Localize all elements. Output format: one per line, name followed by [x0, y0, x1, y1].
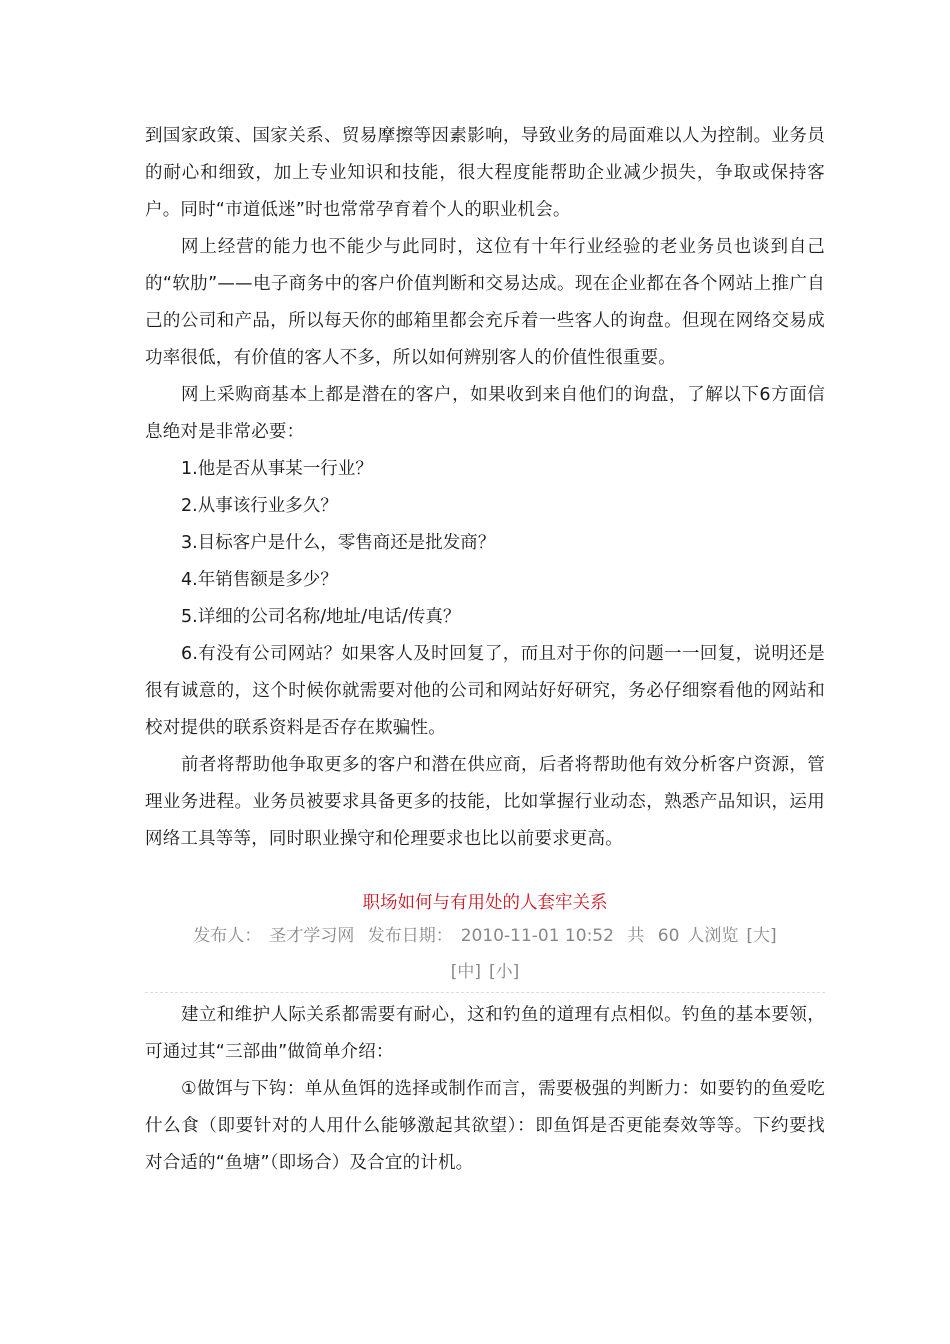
- list-item: 4.年销售额是多少？: [181, 570, 338, 590]
- view-count: 60: [657, 926, 680, 946]
- publish-date: 2010-11-01 10:52: [460, 926, 614, 946]
- list-item: 5.详细的公司名称/地址/电话/传真？: [181, 607, 461, 627]
- body-paragraph: 前者将帮助他争取更多的客户和潜在供应商，后者将帮助他有效分析客户资源，管理业务进程。业务员被要求具备更多的技能，比如掌握行业动态，熟悉产品知识，运用网络工具等等，同时职业操守和伦理要求也比以前要求更高。: [145, 755, 825, 849]
- article-title: 职场如何与有用处的人套牢关系: [362, 893, 608, 913]
- article-meta: [145, 918, 825, 990]
- article-header: [145, 888, 825, 993]
- font-size-large-link[interactable]: [大]: [746, 926, 777, 946]
- list-item: 3.目标客户是什么，零售商还是批发商？: [181, 533, 496, 553]
- views-prefix: 共: [627, 926, 645, 946]
- publisher-name: 圣才学习网: [269, 926, 355, 946]
- body-paragraph: 建立和维护人际关系都需要有耐心，这和钓鱼的道理有点相似。钓鱼的基本要领，可通过其“三部曲”做简单介绍：: [145, 1005, 825, 1062]
- body-paragraph: 网上采购商基本上都是潜在的客户，如果收到来自他们的询盘，了解以下6方面信息绝对是非常必要：: [145, 385, 825, 442]
- publisher-label: 发布人：: [193, 926, 262, 946]
- list-item: 2.从事该行业多久？: [181, 496, 338, 516]
- list-item: 1.他是否从事某一行业？: [181, 459, 373, 479]
- document-page: [145, 118, 825, 1182]
- body-paragraph: ①做饵与下钩：单从鱼饵的选择或制作而言，需要极强的判断力：如要钓的鱼爱吃什么食（即要针对的人用什么能够激起其欲望）：即鱼饵是否更能奏效等等。下约要找对合适的“鱼塘”（即场合）及合宜的计机。: [145, 1079, 825, 1173]
- font-size-small-link[interactable]: [小]: [489, 962, 520, 982]
- date-label: 发布日期：: [367, 926, 453, 946]
- body-paragraph: 6.有没有公司网站？如果客人及时回复了，而且对于你的问题一一回复，说明还是很有诚意的，这个时候你就需要对他的公司和网站好好研究，务必仔细察看他的网站和校对提供的联系资料是否存在欺骗性。: [145, 644, 825, 738]
- font-size-medium-link[interactable]: [中]: [450, 962, 481, 982]
- views-suffix: 人浏览: [687, 926, 739, 946]
- body-paragraph: 网上经营的能力也不能少与此同时，这位有十年行业经验的老业务员也谈到自己的“软肋”——电子商务中的客户价值判断和交易达成。现在企业都在各个网站上推广自己的公司和产品，所以每天你的邮箱里都会充斥着一些客人的询盘。但现在网络交易成功率很低，有价值的客人不多，所以如何辨别客人的价值性很重要。: [145, 237, 825, 368]
- body-paragraph: 到国家政策、国家关系、贸易摩擦等因素影响，导致业务的局面难以人为控制。业务员的耐心和细致，加上专业知识和技能，很大程度能帮助企业减少损失，争取或保持客户。同时“市道低迷”时也常常孕育着个人的职业机会。: [145, 126, 825, 220]
